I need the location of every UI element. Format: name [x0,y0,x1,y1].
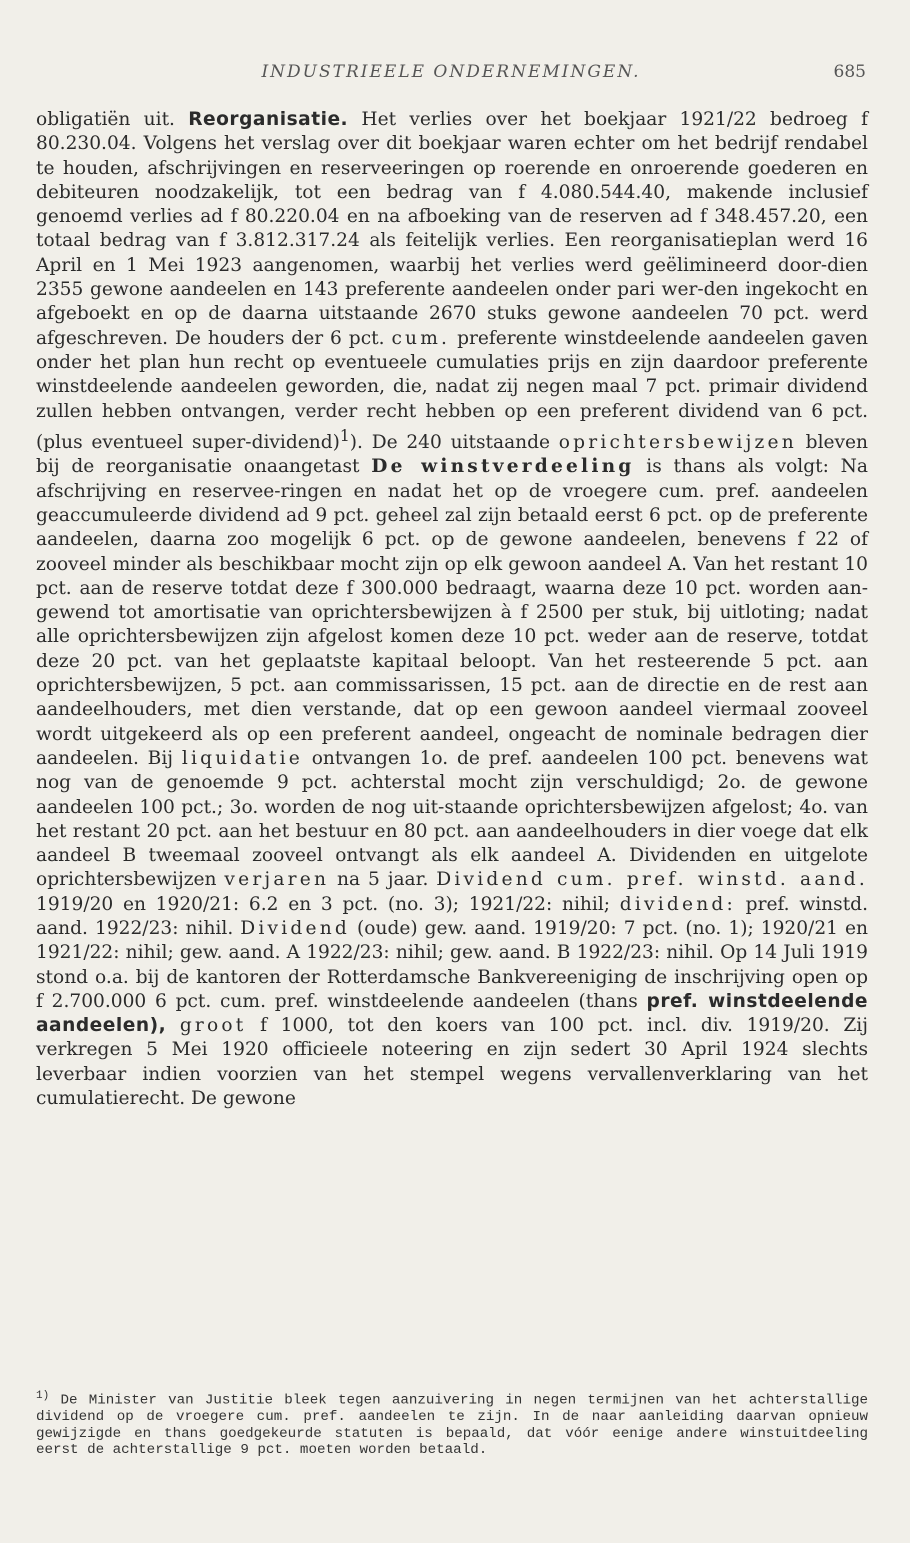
text-run [166,1015,180,1036]
spaced-term-dividend: dividend: [619,893,736,915]
spaced-term-dividend-cum-pref: Dividend cum. pref. winstd. aand. [436,869,868,891]
footnote-text: De Minister van Justitie bleek tegen aanzuivering in negen termijnen van het achterstallige dividend op de vroegere cum. pref. aandeelen te zijn. In de naar aanleiding daarvan opnieuw gewijzigde en thans goedgekeurde statuten is bepaald, dat vóór eenige andere winstuitdeeling eerst de achterstallige 9 pct. moeten worden betaald. [36,1392,868,1458]
spaced-term-liquidatie: liquidatie [181,747,303,769]
body-text [36,108,868,1111]
text-run: na 5 jaar. [329,869,437,891]
running-title: INDUSTRIEELE ONDERNEMINGEN. [261,62,641,82]
text-run: ). De 240 uitstaande [349,432,559,454]
footnote [36,1388,868,1458]
footnote-paragraph [36,1388,868,1458]
page-number: 685 [833,62,866,82]
page-header [36,62,866,90]
text-run: ontvangen 1o. de pref. aandeelen 100 pct. benevens wat nog van de genoemde 9 pct. achterstal mocht zijn verschuldigd; 2o. de gewone aandeelen 100 pct.; 3o. worden de nog uit-staande oprichtersbewijzen afgelost; 4o. van het restant 20 pct. aan het bestuur en 80 pct. aan aandeelhouders in dier voege dat elk aandeel B tweemaal zooveel ontvangt als elk aandeel A. Dividenden en uitgelote oprichtersbewijzen [36,747,869,891]
spaced-term-cum: cum. [391,327,451,349]
text-run: f 1000, tot den koers van 100 pct. incl. div. 1919/20. Zij verkregen 5 Mei 1920 officieele noteering en zijn sedert 30 April 1924 slechts leverbaar indien voorzien van het stempel wegens vervallenverklaring van het cumulatierecht. De gewone [36,1015,868,1110]
text-run: pref. winstd. aand. 1922/23: nihil. [36,893,868,939]
text-run: bleven bij de reorganisatie onaangetast [36,432,868,478]
text-run: is thans als volgt: Na afschrijving en reservee-ringen en nadat het op de vroegere cum. pref. aandeelen geaccumuleerde dividend ad 9 pct. geheel zal zijn betaald eerst 6 pct. op de preferente aandeelen, daarna zoo mogelijk 6 pct. op de gewone aandeelen, benevens f 22 of zooveel minder als beschikbaar mocht zijn op elk gewoon aandeel A. Van het restant 10 pct. aan de reserve totdat deze f 300.000 bedraagt, waarna deze 10 pct. worden aan-gewend tot amortisatie van oprichtersbewijzen à f 2500 per stuk, bij uitloting; nadat alle oprichtersbewijzen zijn afgelost komen deze 10 pct. weder aan de reserve, totdat deze 20 pct. van het geplaatste kapitaal beloopt. Van het resteerende 5 pct. aan oprichtersbewijzen, 5 pct. aan commissarissen, 15 pct. aan de directie en de rest aan aandeelhouders, met dien verstande, dat op een gewoon aandeel viermaal zooveel wordt uitgekeerd als op een preferent aandeel, ongeacht de nominale bedragen dier aandeelen. Bij [36,456,868,769]
bold-term-pref-winstdeelende: pref. winstdeelende aandeelen), [36,990,869,1037]
section-heading-reorganisatie: Reorganisatie. [188,109,349,130]
spaced-term-verjaren: verjaren [224,869,330,891]
text-run: (oude) gew. aand. 1919/20: 7 pct. (no. 1); 1920/21 en 1921/22: nihil; gew. aand. A 1922/23: nihil; gew. aand. B 1922/23: nihil. Op 14 Juli 1919 stond o.a. bij de kantoren der Rotterdamsche Bankvereeniging de inschrijving open op f 2.700.000 6 pct. cum. pref. winstdeelende aandeelen (thans [36,917,868,1012]
spaced-term-winstverdeeling: De winstverdeeling [371,456,635,478]
spaced-term-dividend-oude: Dividend [240,917,350,939]
spaced-term-groot: groot [179,1015,247,1037]
text-run: 1919/20 en 1920/21: 6.2 en 3 pct. (no. 3); 1921/22: nihil; [36,893,620,915]
text-run: obligatiën uit. [36,109,189,130]
text-run: Het verlies over het boekjaar 1921/22 bedroeg f 80.230.04. Volgens het verslag over dit boekjaar waren echter om het bedrijf rendabel te houden, afschrijvingen en reserveeringen op roerende en onroerende goederen en debiteuren noodzakelijk, tot een bedrag van f 4.080.544.40, makende inclusief genoemd verlies ad f 80.220.04 en na afboeking van de reserven ad f 348.457.20, een totaal bedrag van f 3.812.317.24 als feitelijk verlies. Een reorganisatieplan werd 16 April en 1 Mei 1923 aangenomen, waarbij het verlies werd geëlimineerd door-dien 2355 gewone aandeelen en 143 preferente aandeelen onder pari wer-den ingekocht en afgeboekt en op de daarna uitstaande 2670 stuks gewone aandeelen 70 pct. werd afgeschreven. De houders der 6 pct. [36,109,868,349]
footnote-mark: 1) [36,1390,50,1402]
main-paragraph [36,108,868,1111]
footnote-reference: 1 [339,426,350,445]
text-run: preferente winstdeelende aandeelen gaven onder het plan hun recht op eventueele cumulaties prijs en zijn daardoor preferente winstdeelende aandeelen geworden, die, nadat zij negen maal 7 pct. primair dividend zullen hebben ontvangen, verder recht hebben op een preferent dividend van 6 pct. (plus eventueel super-dividend) [36,327,868,454]
spaced-term-oprichtersbewijzen: oprichtersbewijzen [558,432,797,454]
